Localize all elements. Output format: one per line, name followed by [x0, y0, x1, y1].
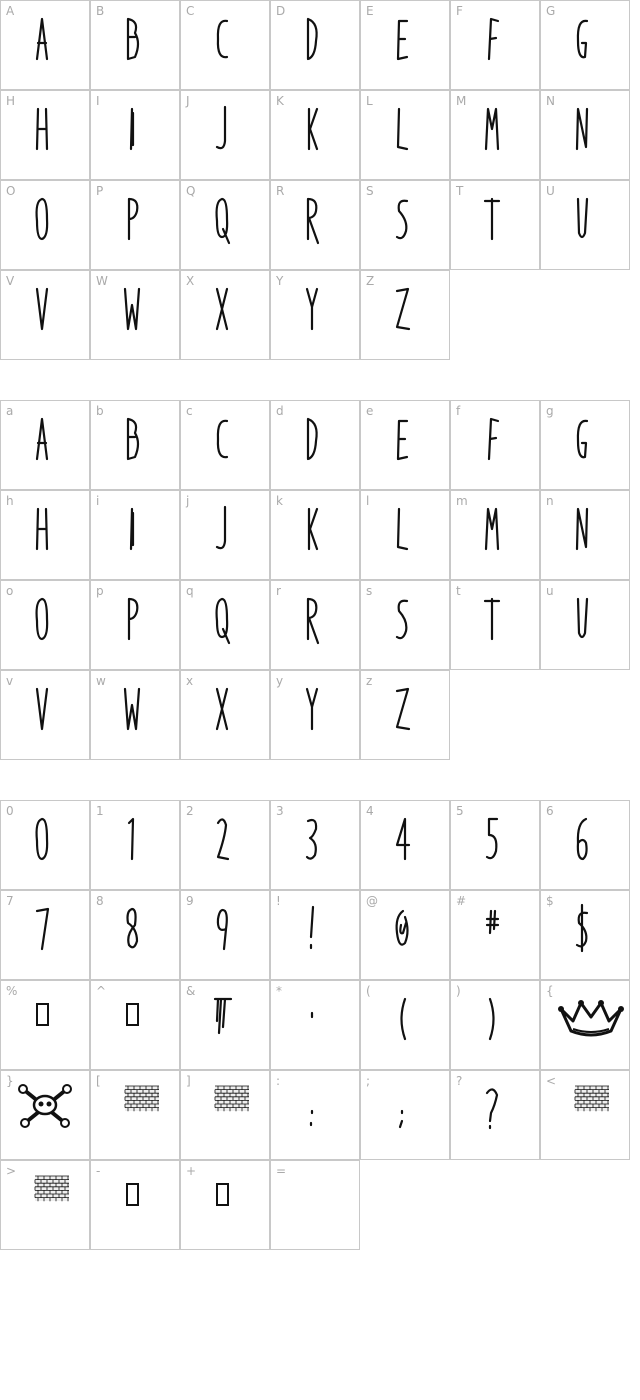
glyph-cell-label: d	[276, 404, 284, 418]
glyph-f	[473, 13, 513, 63]
glyph-cell-label: f	[456, 404, 461, 418]
glyph-cell	[180, 1160, 270, 1250]
glyph-d	[293, 413, 333, 463]
glyph-cell	[180, 800, 270, 890]
glyph-cell-label: 0	[6, 804, 14, 818]
glyph-cell-label: ]	[186, 1074, 191, 1088]
glyph-@	[383, 903, 423, 953]
glyph-cell	[360, 180, 450, 270]
glyph-f	[473, 413, 513, 463]
glyph-cell	[540, 400, 630, 490]
glyph-:	[293, 1083, 333, 1133]
glyph-cell-label: 3	[276, 804, 284, 818]
glyph-cell	[180, 180, 270, 270]
glyph-cell-label: #	[456, 894, 467, 908]
glyph-v	[23, 683, 63, 733]
glyph-q	[203, 193, 243, 243]
glyph-cell	[90, 180, 180, 270]
glyph-y	[293, 283, 333, 333]
glyph-cell	[0, 1070, 90, 1160]
glyph-r	[293, 593, 333, 643]
glyph-cell	[540, 180, 630, 270]
glyph-cell-label: Q	[186, 184, 196, 198]
glyph-h	[23, 103, 63, 153]
glyph-cell-label: y	[276, 674, 284, 688]
glyph-cell-label: ;	[366, 1074, 371, 1088]
glyph-j	[203, 503, 243, 553]
glyph-cell	[0, 980, 90, 1070]
glyph-8	[113, 903, 153, 953]
glyph-u	[563, 193, 603, 243]
glyph-cell	[450, 90, 540, 180]
glyph-cell-label: >	[6, 1164, 17, 1178]
glyph-cell-label: X	[186, 274, 195, 288]
glyph-cell	[0, 670, 90, 760]
glyph-cell-label: F	[456, 4, 463, 18]
glyph-s	[383, 593, 423, 643]
glyph-c	[203, 13, 243, 63]
glyph-cell	[0, 0, 90, 90]
glyph-cell	[270, 270, 360, 360]
glyph-p	[113, 193, 153, 243]
glyph-cell	[450, 400, 540, 490]
glyph-cell	[0, 90, 90, 180]
glyph-(	[383, 993, 423, 1043]
glyph-cell	[180, 980, 270, 1070]
glyph-g	[563, 13, 603, 63]
glyph-cell	[0, 890, 90, 980]
glyph-cell-label: L	[366, 94, 373, 108]
glyph-0	[23, 813, 63, 863]
glyph-cell-label: 8	[96, 894, 104, 908]
glyph-cell-label: g	[546, 404, 554, 418]
glyph-cell-label: E	[366, 4, 374, 18]
glyph-cell-label: a	[6, 404, 14, 418]
glyph-t	[473, 593, 513, 643]
glyph-cell-label: 7	[6, 894, 14, 908]
empty-glyph	[293, 1173, 333, 1223]
missing-glyph-box	[113, 993, 153, 1043]
glyph-cell-label: O	[6, 184, 16, 198]
glyph-cell-label: i	[96, 494, 100, 508]
glyph-w	[113, 683, 153, 733]
glyph-cell-label: K	[276, 94, 284, 108]
glyph-cell	[360, 670, 450, 760]
glyph-cell	[0, 180, 90, 270]
glyph-?	[473, 1083, 513, 1133]
glyph-cell	[450, 490, 540, 580]
glyph-j	[203, 103, 243, 153]
glyph-m	[473, 503, 513, 553]
glyph-cell-label: C	[186, 4, 195, 18]
glyph-cell-label: &	[186, 984, 196, 998]
glyph-x	[203, 283, 243, 333]
glyph-cell	[540, 580, 630, 670]
glyph-7	[23, 903, 63, 953]
glyph-cell-label: *	[276, 984, 282, 998]
glyph-;	[383, 1083, 423, 1133]
glyph-cell-label: m	[456, 494, 468, 508]
glyph-cell-label: w	[96, 674, 106, 688]
glyph-cell-label: %	[6, 984, 18, 998]
glyph-#	[473, 903, 513, 953]
glyph-cell-label: J	[186, 94, 190, 108]
glyph-cell	[270, 490, 360, 580]
glyph-cell	[360, 580, 450, 670]
glyph-o	[23, 193, 63, 243]
glyph-cell-label: S	[366, 184, 374, 198]
glyph-cell	[270, 800, 360, 890]
brick-wall-glyph	[195, 1083, 265, 1133]
glyph-cell	[0, 400, 90, 490]
glyph-cell-label: !	[276, 894, 281, 908]
glyph-cell	[90, 90, 180, 180]
glyph-cell-label: H	[6, 94, 16, 108]
glyph-cell	[90, 890, 180, 980]
brick-wall-glyph	[555, 1083, 625, 1133]
glyph-cell	[270, 670, 360, 760]
glyph-o	[23, 593, 63, 643]
glyph-cell	[0, 490, 90, 580]
glyph-cell-label: 1	[96, 804, 104, 818]
glyph-cell-label: 4	[366, 804, 374, 818]
glyph-q	[203, 593, 243, 643]
glyph-cell	[540, 1070, 630, 1160]
glyph-z	[383, 283, 423, 333]
glyph-cell-label: 9	[186, 894, 194, 908]
glyph-cell	[360, 90, 450, 180]
glyph-cell	[180, 0, 270, 90]
glyph-cell-label: q	[186, 584, 194, 598]
glyph-cell	[180, 890, 270, 980]
glyph-z	[383, 683, 423, 733]
glyph-cell	[270, 890, 360, 980]
glyph-b	[113, 13, 153, 63]
glyph-cell-label: z	[366, 674, 373, 688]
glyph-g	[563, 413, 603, 463]
glyph-cell-label: )	[456, 984, 461, 998]
glyph-cell-label: D	[276, 4, 286, 18]
glyph-9	[203, 903, 243, 953]
glyph-cell	[270, 1070, 360, 1160]
glyph-cell	[360, 980, 450, 1070]
glyph-cell-label: j	[186, 494, 190, 508]
glyph-cell	[540, 980, 630, 1070]
glyph-cell	[180, 90, 270, 180]
glyph-cell	[90, 1160, 180, 1250]
glyph-cell	[540, 90, 630, 180]
glyph-cell	[90, 670, 180, 760]
glyph-cell	[360, 270, 450, 360]
glyph-d	[293, 13, 333, 63]
glyph-cell-label: n	[546, 494, 554, 508]
glyph-cell	[90, 1070, 180, 1160]
glyph-cell-label: s	[366, 584, 373, 598]
glyph-cell	[360, 0, 450, 90]
glyph-e	[383, 13, 423, 63]
glyph-cell-label: @	[366, 894, 378, 908]
glyph-cell	[0, 580, 90, 670]
glyph-x	[203, 683, 243, 733]
glyph-cell	[180, 1070, 270, 1160]
glyph-y	[293, 683, 333, 733]
glyph-cell	[90, 980, 180, 1070]
glyph-cell-label: o	[6, 584, 14, 598]
glyph-cell-label: M	[456, 94, 467, 108]
glyph-cell-label: k	[276, 494, 283, 508]
glyph-*	[293, 993, 333, 1043]
missing-glyph-box	[23, 993, 63, 1043]
glyph-cell	[270, 180, 360, 270]
glyph-cell	[0, 800, 90, 890]
glyph-cell-label: [	[96, 1074, 101, 1088]
glyph-cell	[270, 0, 360, 90]
glyph-cell	[450, 0, 540, 90]
glyph-cell-label: 5	[456, 804, 464, 818]
glyph-cell-label: r	[276, 584, 281, 598]
glyph-cell-label: +	[186, 1164, 197, 1178]
glyph-!	[293, 903, 333, 953]
glyph-cell	[180, 490, 270, 580]
glyph-cell-label: u	[546, 584, 554, 598]
glyph-cell	[90, 490, 180, 580]
glyph-cell	[450, 180, 540, 270]
glyph-cell-label: l	[366, 494, 370, 508]
glyph-cell	[360, 1070, 450, 1160]
glyph-cell	[180, 400, 270, 490]
glyph-cell-label: (	[366, 984, 371, 998]
glyph-t	[473, 193, 513, 243]
glyph-cell	[90, 270, 180, 360]
glyph-c	[203, 413, 243, 463]
glyph-cell-label: P	[96, 184, 104, 198]
glyph-5	[473, 813, 513, 863]
glyph-3	[293, 813, 333, 863]
glyph-cell-label: Y	[276, 274, 284, 288]
glyph-2	[203, 813, 243, 863]
glyph-cell-label: =	[276, 1164, 287, 1178]
glyph-1	[113, 813, 153, 863]
missing-glyph-box	[203, 1173, 243, 1223]
glyph-cell-label: ?	[456, 1074, 463, 1088]
glyph-i	[113, 103, 153, 153]
glyph-cell	[90, 580, 180, 670]
glyph-cell	[450, 890, 540, 980]
glyph-cell	[270, 90, 360, 180]
glyph-6	[563, 813, 603, 863]
glyph-cell-label: p	[96, 584, 104, 598]
glyph-cell-label: b	[96, 404, 104, 418]
glyph-m	[473, 103, 513, 153]
glyph-cell-label: W	[96, 274, 108, 288]
glyph-a	[23, 13, 63, 63]
glyph-v	[23, 283, 63, 333]
glyph-p	[113, 593, 153, 643]
glyph-cell	[540, 490, 630, 580]
glyph-cell	[180, 670, 270, 760]
glyph-cell-label: Z	[366, 274, 375, 288]
glyph-)	[473, 993, 513, 1043]
glyph-cell	[360, 890, 450, 980]
glyph-cell-label: c	[186, 404, 193, 418]
glyph-cell-label: 6	[546, 804, 554, 818]
glyph-cell	[90, 400, 180, 490]
glyph-cell-label: V	[6, 274, 15, 288]
glyph-e	[383, 413, 423, 463]
glyph-s	[383, 193, 423, 243]
glyph-cell-label: I	[96, 94, 100, 108]
glyph-cell-label: U	[546, 184, 555, 198]
brick-wall-glyph	[15, 1173, 85, 1223]
glyph-cell-label: B	[96, 4, 105, 18]
glyph-n	[563, 503, 603, 553]
glyph-cell-label: 2	[186, 804, 194, 818]
glyph-cell-label: v	[6, 674, 14, 688]
glyph-r	[293, 193, 333, 243]
glyph-cell-label: $	[546, 894, 554, 908]
glyph-cell	[90, 0, 180, 90]
glyph-cell	[450, 800, 540, 890]
glyph-cell-label: {	[546, 984, 554, 998]
glyph-$	[563, 903, 603, 953]
glyph-cell	[360, 400, 450, 490]
glyph-cell	[450, 980, 540, 1070]
glyph-cell	[540, 0, 630, 90]
glyph-u	[563, 593, 603, 643]
glyph-cell-label: h	[6, 494, 14, 508]
glyph-n	[563, 103, 603, 153]
glyph-cell	[450, 1070, 540, 1160]
glyph-cell	[180, 580, 270, 670]
glyph-k	[293, 103, 333, 153]
glyph-cell-label: x	[186, 674, 194, 688]
glyph-cell	[540, 890, 630, 980]
glyph-cell	[180, 270, 270, 360]
glyph-i	[113, 503, 153, 553]
glyph-cell-label: R	[276, 184, 285, 198]
missing-glyph-box	[113, 1173, 153, 1223]
glyph-cell-label: ^	[96, 984, 107, 998]
glyph-cell	[0, 1160, 90, 1250]
glyph-b	[113, 413, 153, 463]
glyph-cell	[90, 800, 180, 890]
glyph-cell-label: A	[6, 4, 15, 18]
glyph-&	[203, 993, 243, 1043]
glyph-l	[383, 503, 423, 553]
glyph-cell-label: t	[456, 584, 461, 598]
glyph-cell	[270, 400, 360, 490]
glyph-cell-label: -	[96, 1164, 101, 1178]
glyph-cell	[360, 490, 450, 580]
glyph-cell-label: <	[546, 1074, 557, 1088]
glyph-cell	[0, 270, 90, 360]
glyph-l	[383, 103, 423, 153]
glyph-cell	[270, 980, 360, 1070]
glyph-cell	[360, 800, 450, 890]
crown-glyph	[555, 993, 625, 1043]
glyph-cell-label: e	[366, 404, 374, 418]
glyph-cell-label: :	[276, 1074, 281, 1088]
glyph-cell	[450, 580, 540, 670]
glyph-h	[23, 503, 63, 553]
glyph-a	[23, 413, 63, 463]
glyph-cell-label: T	[456, 184, 464, 198]
skull-crossbones-glyph	[15, 1083, 85, 1133]
glyph-cell	[270, 1160, 360, 1250]
glyph-w	[113, 283, 153, 333]
glyph-cell-label: N	[546, 94, 555, 108]
glyph-cell	[540, 800, 630, 890]
glyph-cell-label: G	[546, 4, 556, 18]
glyph-4	[383, 813, 423, 863]
glyph-cell	[270, 580, 360, 670]
glyph-cell-label: }	[6, 1074, 14, 1088]
brick-wall-glyph	[105, 1083, 175, 1133]
glyph-k	[293, 503, 333, 553]
